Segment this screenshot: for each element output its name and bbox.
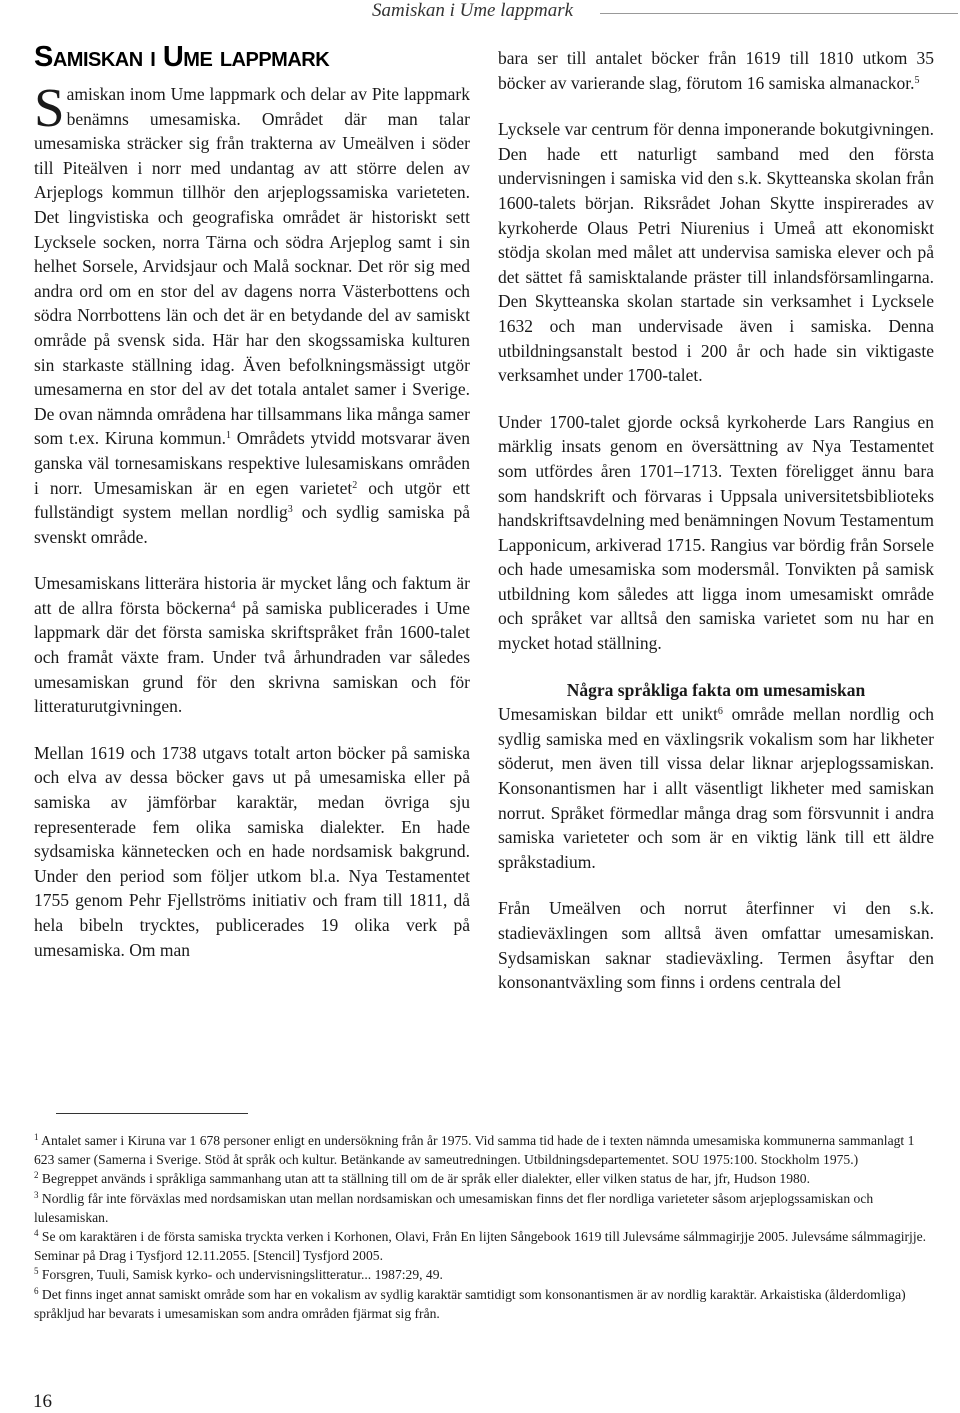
footnote-ref-2: 2	[352, 479, 358, 491]
paragraph-intro	[34, 77, 471, 549]
footnote-ref-4: 4	[230, 599, 236, 611]
footnote-number: 2	[34, 1170, 39, 1181]
footnote-1	[34, 1131, 930, 1169]
text-run: Områdets ytvidd motsvarar även ganska väl tornesamiskans respektive lulesamiskans områden i norr. Umesamiskan är en egen varietet	[34, 428, 470, 498]
footnote-2	[34, 1169, 930, 1188]
running-header: Samiskan i Ume lappmark	[372, 0, 574, 21]
footnote-3	[34, 1189, 930, 1227]
footnote-5	[34, 1265, 930, 1284]
footnote-rule	[56, 1113, 248, 1114]
footnote-text: Se om karaktären i de första samiska tryckta verken i Korhonen, Olavi, Från En lijten Sångebook 1619 till Julevsáme sálmmagirjje 2005. Julevsáme sálmmagirjje. Seminar på Drag i Tysfjord 12.11.2055. [Stencil] Tysfjord 2005.	[34, 1229, 927, 1264]
paragraph-language-facts	[498, 702, 934, 874]
footnote-ref-1: 1	[225, 430, 231, 442]
text-run: och sydlig samiska på svenskt område.	[34, 502, 470, 547]
footnote-text: Det finns inget annat samiskt område som har en vokalism av sydlig karaktär samtidigt som konsonantismen är av nordlig karaktär. Arkaistiska (ålderdomliga) språkljud har bevarats i umesamiskan som andra områden fjärmat sig från.	[34, 1286, 906, 1321]
footnote-ref-3: 3	[287, 504, 293, 516]
drop-cap: S	[34, 77, 65, 138]
footnote-number: 4	[34, 1228, 39, 1239]
text-run: Umesamiskan bildar ett unikt	[498, 704, 718, 725]
footnote-number: 5	[34, 1266, 39, 1277]
text-run: på samiska publicerades i Ume lappmark där det första samiska skriftspråket från 1600-talet och framåt växte fram. Under två århundraden var således umesamiskan grund för den skrivna samiskan och för litteraturutgivningen.	[34, 597, 470, 717]
footnote-number: 1	[34, 1132, 39, 1142]
paragraph-continuation	[498, 46, 934, 95]
footnote-text: Antalet samer i Kiruna var 1 678 personer enligt en undersökning från år 1975. Vid samma tid hade de i texten nämnda umesamiska kommunerna sammanlagt 1 623 samer (Samerna i Sverige. Stöd åt språk och kultur. Betänkande av sameutredningen. Utbildningsdepartementet. SOU 1975:100. Stockholm 1975.)	[34, 1133, 915, 1168]
text-run: och utgör ett fullständigt system mellan nordlig	[34, 477, 471, 523]
footnote-text: Nordlig får inte förväxlas med nordsamiskan utan mellan nordsamiskan och umesamiskan finns det fler nordliga varieteter såsom arjeplogssamiskan och lulesamiskan.	[34, 1190, 874, 1225]
text-run: Umesamiskans litterära historia är mycket lång och faktum är att de allra första böckerna	[34, 573, 470, 618]
footnote-text: Begreppet används i språkliga sammanhang utan att ta ställning till om de är språk eller dialekter, eller vilken status de har, jfr, Hudson 1980.	[41, 1171, 810, 1187]
text-run: bara ser till antalet böcker från 1619 till 1810 utkom 35 böcker av varierande slag, förutom 16 samiska almanackor.	[498, 48, 934, 93]
footnote-number: 6	[34, 1285, 39, 1296]
left-column	[34, 40, 470, 962]
footnote-4	[34, 1227, 930, 1265]
footnote-ref-5: 5	[914, 74, 920, 86]
page-number: 16	[33, 1391, 52, 1412]
text-run: amiskan inom Ume lappmark och delar av Pite lappmark benämns umesamiska. Området där man talar umesamiska sträcker sig från trakterna av Umeälven i söder till Piteälven i norr med undantag av att större delen av Arjeplogs kommun tillhör den arjeplogssamiska varieteten. Det lingvistiska och geografiska området är historiskt sett Lycksele socken, norra Tärna och södra Arjeplog samt i sin helhet Sorsele, Arvidsjaur och Malå socknar. Det rör sig med andra ord om en stor del av dagens norra Västerbottens och södra Norrbottens län och det är en betydande del av samiskt område på svensk sida. Här har den skogssamiska kulturen sin starkaste ställning idag. Även befolkningsmässigt utgör umesamerna en stor del av det totala antalet samer i Sverige. De ovan nämnda områdena har tillsammans lika många samer som t.ex. Kiruna kommun.	[34, 84, 470, 449]
footnotes	[34, 1131, 930, 1323]
paragraph-rangius: Under 1700-talet gjorde också kyrkoherde Lars Rangius en märklig insats genom en översättning av Nya Testamentet som utfördes åren 1701–1713. Texten föreligget ännu bara som handskrift och förvaras i Uppsala universitetsbiblioteks handskriftsavdelning med benämningen Novum Testamentum Lapponicum, arkiverad 1715. Rangius var bördig från Sorsele och hade umesamiska som modersmål. Tonvikten på samisk utbildning kom således att ligga inom umesamiskt område och språket var alltså den samiska varietet som nu har en mycket hotad ställning.	[498, 411, 934, 654]
article-title: Samiskan i Ume lappmark	[34, 41, 330, 73]
text-run: område mellan nordlig och sydlig samiska med en växlingsrik vokalism som har likheter söderut, men även till vissa delar liknar arjeplogssamiskan. Konsonantismen har i allt väsentligt likheter med samiskan norrut. Språket förmedlar många drag som försvunnit i andra samiska varieteter och som är en viktig länk till ett äldre språkstadium.	[498, 704, 934, 872]
footnote-6	[34, 1285, 930, 1323]
paragraph-lycksele: Lycksele var centrum för denna imponerande bokutgivningen. Den hade ett naturligt samband med den första undervisningen i samiska vid den s.k. Skytteanska skolan från 1600-talets början. Riksrådet Johan Skytte inspirerades av kyrkoherde Olaus Petri Niurenius i Umeå att ekonomiskt stödja skolan med målet att undervisa samiska elever och på det sättet få samisktalande präster till inlandsförsamlingarna. Den Skytteanska skolan startade sin verksamhet i Lycksele 1632 och man undervisade även i samiska. Denna utbildningsanstalt bestod i 200 år och hade sin viktigaste verksamhet under 1700-talet.	[498, 119, 934, 386]
paragraph-literary-history	[34, 571, 470, 719]
right-column	[498, 46, 934, 995]
section-heading: Några språkliga fakta om umesamiskan	[566, 679, 866, 700]
paragraph-gradation: Från Umeälven och norrut återfinner vi den s.k. stadieväxlingen som alltså även omfattar umesamiskan. Sydsamiskan saknar stadieväxling. Termen åsyftar den konsonantväxling som finns i ordens centrala del	[498, 898, 934, 993]
footnote-number: 3	[34, 1189, 39, 1200]
paragraph-books: Mellan 1619 och 1738 utgavs totalt arton böcker på samiska och elva av dessa böcker gavs ut på umesamiska eller på samiska av jämförbar karaktär, medan övriga sju representerade fem olika samiska dialekter. En hade sydsamiska kännetecken och en hade nordsamisk bakgrund. Under den period som följer utkom bl.a. Nya Testamentet 1755 genom Pehr Fjellströms initiativ och fram till 1811, då hela bibeln trycktes, publicerades 19 olika verk på umesamiska. Om man	[34, 742, 470, 960]
footnote-text: Forsgren, Tuuli, Samisk kyrko- och undervisningslitteratur... 1987:29, 49.	[41, 1267, 443, 1283]
header-rule	[600, 13, 958, 14]
footnote-ref-6: 6	[717, 706, 723, 718]
